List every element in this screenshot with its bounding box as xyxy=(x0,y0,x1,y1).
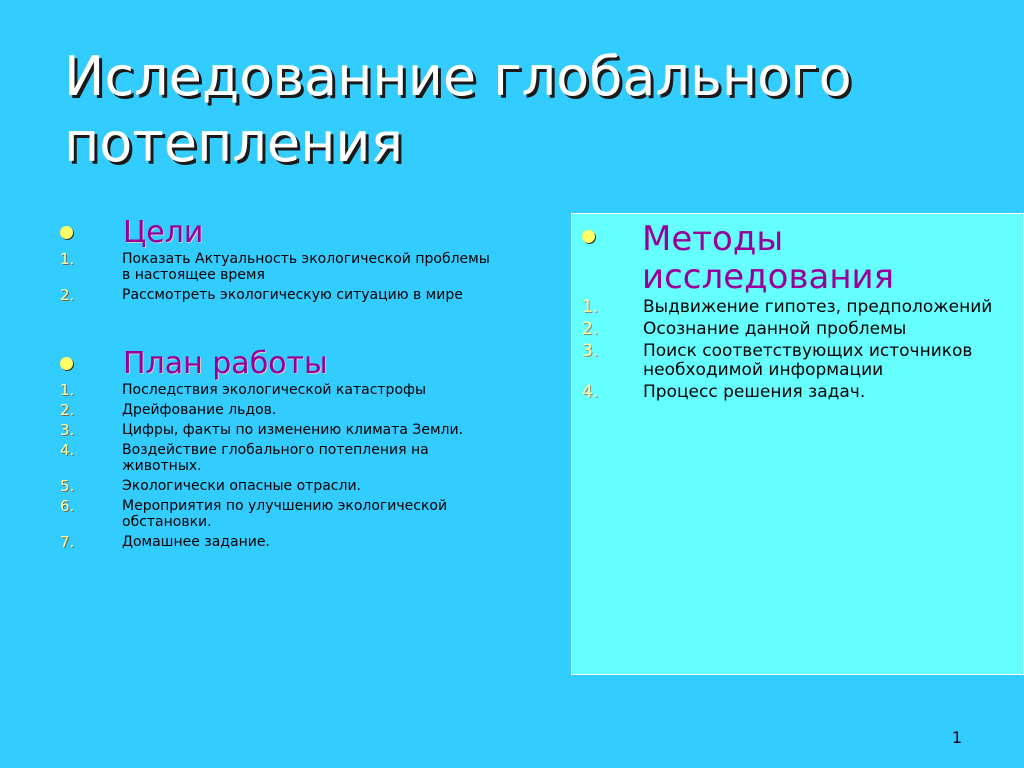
item-number: 7. xyxy=(60,533,75,551)
item-text: Рассмотреть экологическую ситуацию в мире xyxy=(122,287,463,303)
list-item xyxy=(60,442,500,474)
item-number: 5. xyxy=(60,477,75,495)
item-text: Воздействие глобального потепления на животных. xyxy=(122,442,429,474)
item-number: 1. xyxy=(60,381,75,399)
item-number: 1. xyxy=(582,297,599,317)
methods-list xyxy=(582,298,1012,402)
item-number: 4. xyxy=(582,382,599,402)
item-text: Экологически опасные отрасли. xyxy=(122,478,361,494)
plan-list xyxy=(60,382,500,550)
list-item xyxy=(60,534,500,550)
goals-heading-row xyxy=(60,216,500,249)
item-text: Процесс решения задач. xyxy=(643,382,866,402)
list-item xyxy=(582,298,1012,317)
item-text: Домашнее задание. xyxy=(122,534,270,550)
list-item xyxy=(582,383,1012,402)
bullet-icon xyxy=(582,230,595,243)
goals-list xyxy=(60,251,500,303)
item-number: 2. xyxy=(582,319,599,339)
bullet-icon xyxy=(60,226,73,239)
item-text: Выдвижение гипотез, предположений xyxy=(643,297,993,317)
methods-panel xyxy=(571,213,1024,675)
page-number: 1 xyxy=(951,728,962,747)
methods-heading-row xyxy=(582,220,1012,296)
list-item xyxy=(60,498,500,530)
list-item xyxy=(60,422,500,438)
item-number: 6. xyxy=(60,497,75,515)
slide-title: Иследованние глобального потепления xyxy=(64,45,852,174)
item-number: 2. xyxy=(60,401,75,419)
item-number: 1. xyxy=(60,250,75,268)
item-number: 3. xyxy=(582,341,599,361)
list-item xyxy=(60,251,500,283)
item-number: 4. xyxy=(60,441,75,459)
plan-heading: План работы xyxy=(123,346,328,381)
item-text: Показать Актуальность экологической проблемы в настоящее время xyxy=(122,251,490,283)
list-item xyxy=(582,320,1012,339)
bullet-icon xyxy=(60,357,73,370)
item-text: Осознание данной проблемы xyxy=(643,319,907,339)
item-number: 3. xyxy=(60,421,75,439)
item-text: Мероприятия по улучшению экологической обстановки. xyxy=(122,498,448,530)
item-number: 2. xyxy=(60,286,75,304)
item-text: Цифры, факты по изменению климата Земли. xyxy=(122,422,464,438)
plan-heading-row xyxy=(60,347,500,380)
list-item xyxy=(60,382,500,398)
left-column xyxy=(60,216,500,554)
list-item xyxy=(60,287,500,303)
item-text: Последствия экологической катастрофы xyxy=(122,382,427,398)
item-text: Поиск соответствующих источников необходимой информации xyxy=(643,341,973,380)
methods-heading: Методы исследования xyxy=(642,219,895,297)
goals-heading: Цели xyxy=(123,215,204,250)
list-item xyxy=(60,478,500,494)
list-item xyxy=(60,402,500,418)
list-item xyxy=(582,342,1012,380)
item-text: Дрейфование льдов. xyxy=(122,402,277,418)
